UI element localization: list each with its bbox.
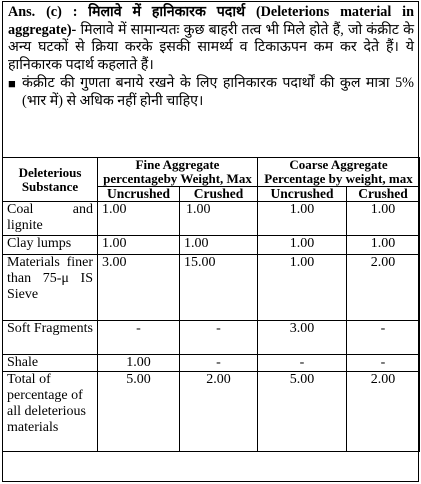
fine-crushed-value: 1.00	[180, 202, 258, 236]
coarse-crushed-value: 1.00	[347, 236, 420, 255]
coarse-crushed-value: -	[347, 321, 420, 355]
fine-crushed-value: 2.00	[180, 372, 258, 452]
fine-uncrushed-value: 1.00	[98, 355, 180, 372]
substance-name: Coal and lignite	[3, 202, 98, 236]
fine-uncrushed-value: 5.00	[98, 372, 180, 452]
answer-body: मिलावे में सामान्यतः कुछ बाहरी तत्व भी मिले होते हैं, जो कंक्रीट के अन्य घटकों से क्रिया करके इसकी सामर्थ्य व टिकाऊपन कम कर देते हैं। ये हानिकारक पदार्थ कहलाते हैं।	[8, 21, 414, 73]
answer-text-block	[3, 2, 418, 111]
substance-column-header: Deleterious Substance	[3, 158, 98, 202]
bullet-point	[8, 75, 414, 110]
deleterious-substances-table	[2, 157, 420, 452]
fine-uncrushed-header: Uncrushed	[98, 187, 180, 202]
fine-uncrushed-value: 1.00	[98, 202, 180, 236]
coarse-uncrushed-value: 5.00	[258, 372, 347, 452]
coarse-aggregate-header: Coarse Aggregate Percentage by weight, max	[258, 158, 420, 187]
substance-name: Shale	[3, 355, 98, 372]
answer-paragraph	[8, 4, 414, 74]
table-row	[3, 255, 420, 321]
substance-name: Clay lumps	[3, 236, 98, 255]
table-row	[3, 321, 420, 355]
coarse-uncrushed-header: Uncrushed	[258, 187, 347, 202]
coarse-uncrushed-value: 3.00	[258, 321, 347, 355]
coarse-uncrushed-value: 1.00	[258, 236, 347, 255]
fine-crushed-value: -	[180, 321, 258, 355]
question-answer-panel	[2, 1, 419, 482]
substance-name: Total of percentage of all deleterious materials	[3, 372, 98, 452]
fine-crushed-value: 1.00	[180, 236, 258, 255]
square-bullet-icon: ■	[8, 76, 16, 92]
coarse-uncrushed-value: 1.00	[258, 255, 347, 321]
table-row	[3, 236, 420, 255]
coarse-crushed-value: 1.00	[347, 202, 420, 236]
coarse-crushed-header: Crushed	[347, 187, 420, 202]
substance-name: Materials finer than 75-μ IS Sieve	[3, 255, 98, 321]
fine-crushed-value: 15.00	[180, 255, 258, 321]
coarse-uncrushed-value: -	[258, 355, 347, 372]
table-row	[3, 372, 420, 452]
fine-uncrushed-value: 1.00	[98, 236, 180, 255]
coarse-uncrushed-value: 1.00	[258, 202, 347, 236]
fine-crushed-header: Crushed	[180, 187, 258, 202]
fine-uncrushed-value: -	[98, 321, 180, 355]
table-row	[3, 202, 420, 236]
table-row	[3, 355, 420, 372]
fine-uncrushed-value: 3.00	[98, 255, 180, 321]
coarse-crushed-value: 2.00	[347, 255, 420, 321]
answer-heading: Ans. (c) : मिलावे में हानिकारक पदार्थ (Deleterions material in aggregate)-	[8, 4, 414, 38]
bullet-text: कंक्रीट की गुणता बनाये रखने के लिए हानिकारक पदार्थों की कुल मात्रा 5% (भार में) से अधिक नहीं होनी चाहिए।	[22, 75, 414, 109]
table-header-row	[3, 158, 420, 187]
fine-crushed-value: -	[180, 355, 258, 372]
coarse-crushed-value: -	[347, 355, 420, 372]
substance-name: Soft Fragments	[3, 321, 98, 355]
fine-aggregate-header: Fine Aggregate percentageby Weight, Max	[98, 158, 258, 187]
coarse-crushed-value: 2.00	[347, 372, 420, 452]
